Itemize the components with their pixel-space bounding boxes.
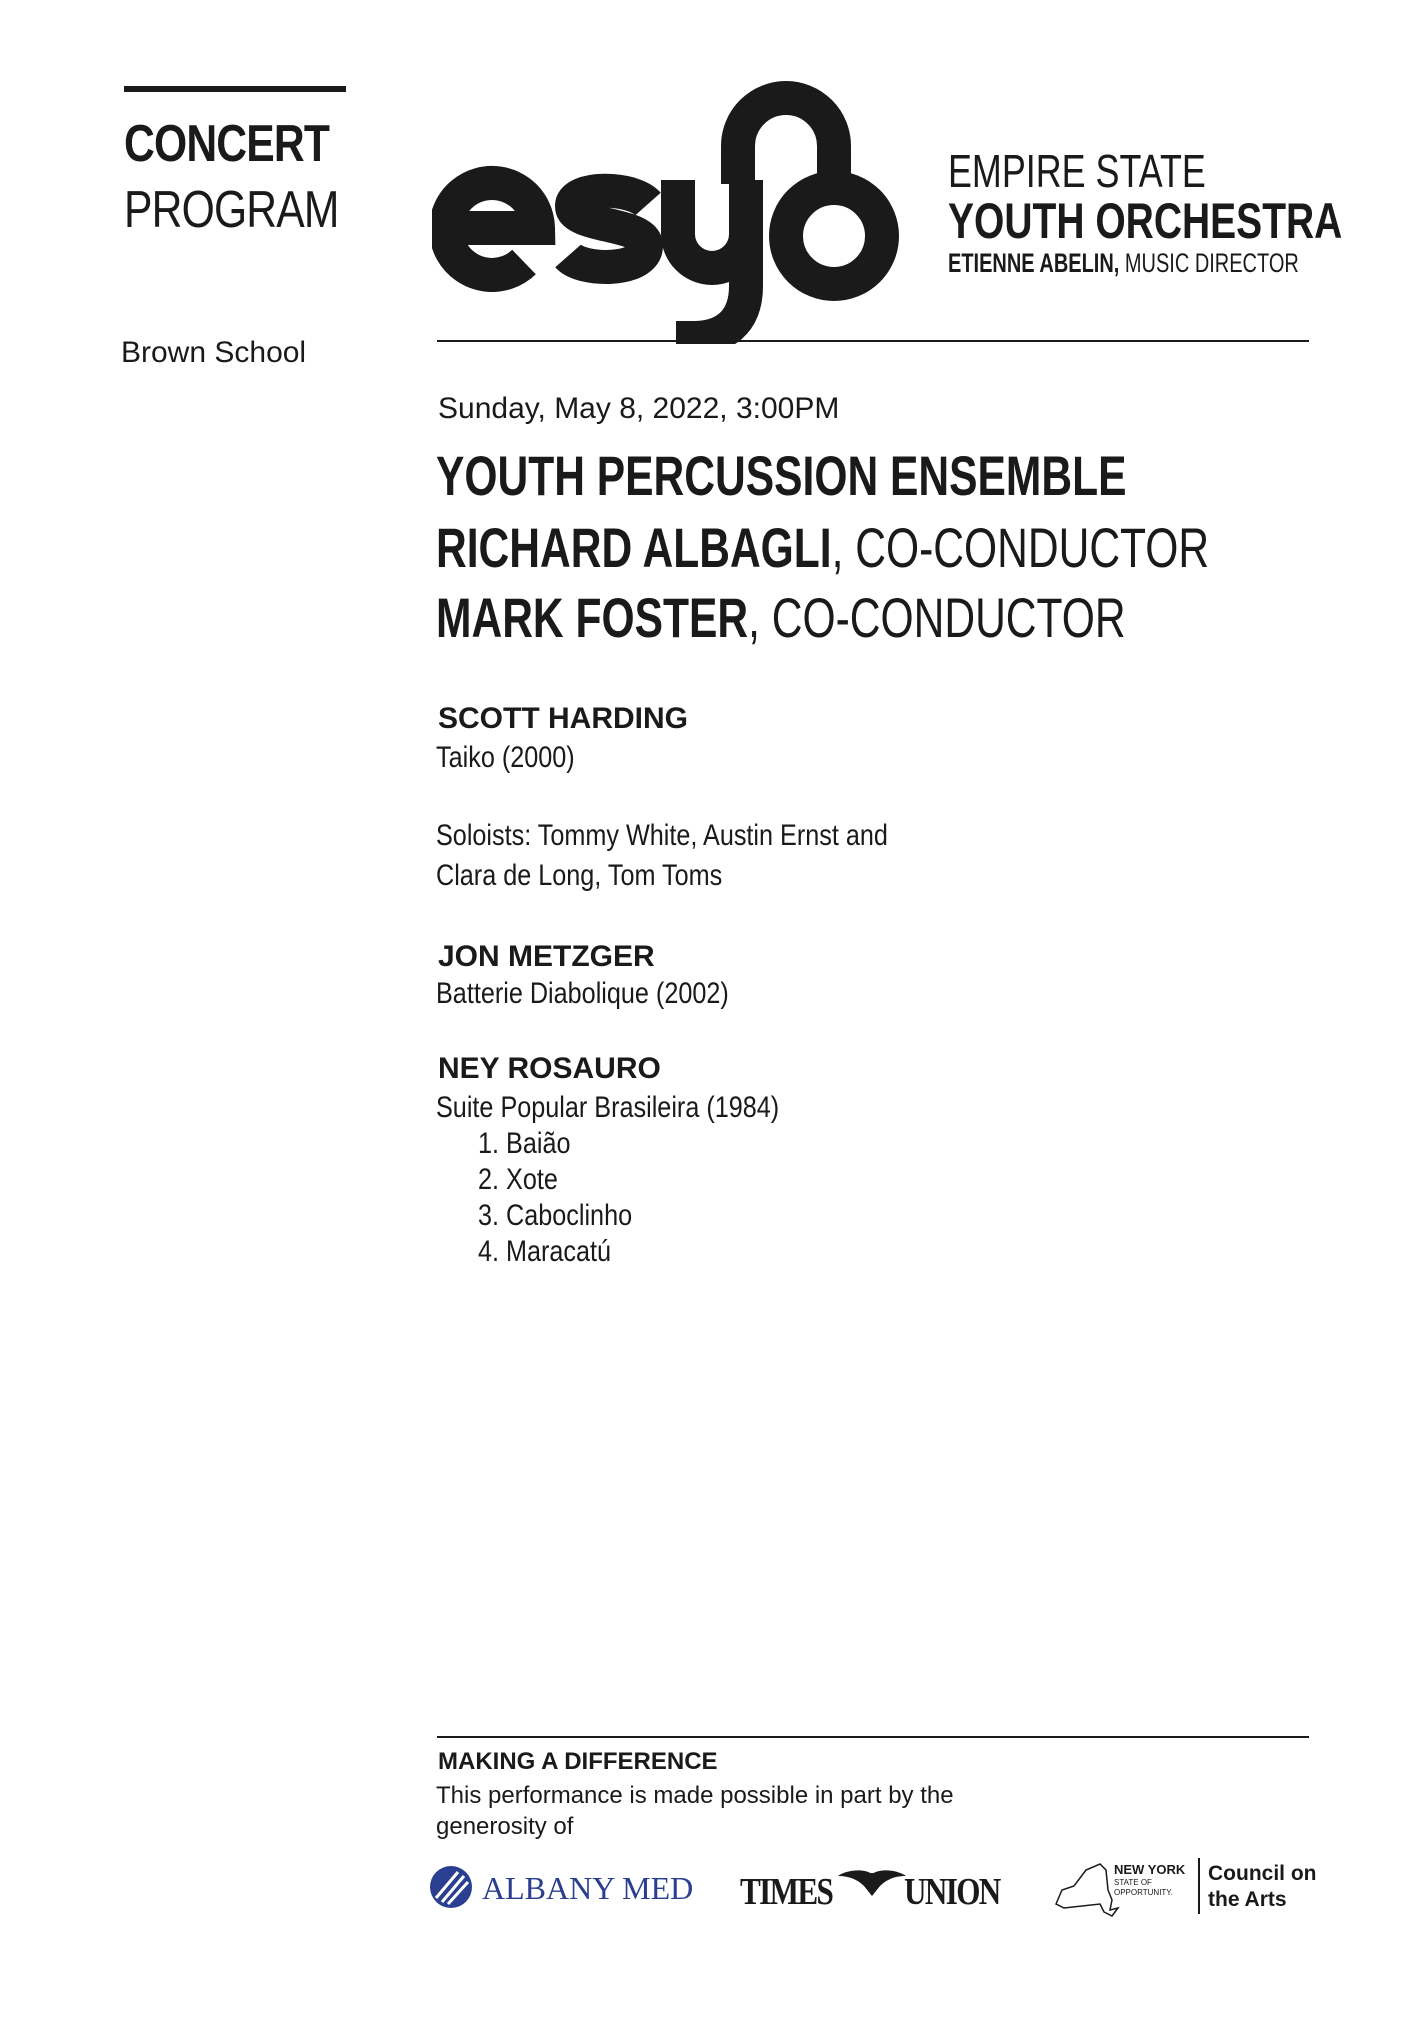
ensemble-title: YOUTH PERCUSSION ENSEMBLE bbox=[436, 444, 1127, 507]
conductor-1 bbox=[436, 516, 1210, 579]
conductor-1-role: , CO-CONDUCTOR bbox=[831, 516, 1210, 579]
nysca-divider bbox=[1198, 1858, 1200, 1914]
header-divider bbox=[437, 340, 1309, 342]
work-2: Batterie Diabolique (2002) bbox=[436, 977, 729, 1010]
concert-datetime: Sunday, May 8, 2022, 3:00PM bbox=[438, 392, 840, 425]
times-union-text-2: UNION bbox=[904, 1871, 1000, 1913]
movement-3: 3. Caboclinho bbox=[478, 1199, 633, 1232]
eagle-icon bbox=[836, 1866, 908, 1906]
concert-label: CONCERT bbox=[124, 115, 330, 173]
movement-2: 2. Xote bbox=[478, 1163, 558, 1196]
new-york-state-outline-icon bbox=[1052, 1860, 1120, 1918]
music-director bbox=[948, 250, 1299, 277]
albany-med-text: ALBANY MED bbox=[482, 1870, 694, 1906]
soloists-line2: Clara de Long, Tom Toms bbox=[436, 859, 723, 892]
conductor-2-name: MARK FOSTER bbox=[436, 586, 749, 649]
nys-line3: OPPORTUNITY. bbox=[1114, 1888, 1173, 1897]
footer-text: This performance is made possible in part by the generosity of bbox=[436, 1782, 954, 1841]
footer-divider bbox=[437, 1736, 1309, 1738]
director-title: MUSIC DIRECTOR bbox=[1119, 248, 1299, 278]
composer-2: JON METZGER bbox=[438, 940, 655, 973]
nysca-logo bbox=[1052, 1854, 1332, 1924]
conductor-2-role: , CO-CONDUCTOR bbox=[748, 586, 1126, 649]
header-rule bbox=[124, 86, 346, 92]
program-label: PROGRAM bbox=[124, 181, 339, 239]
nys-line1: NEW YORK bbox=[1114, 1862, 1186, 1877]
esyo-logo bbox=[432, 76, 902, 344]
footer-heading: MAKING A DIFFERENCE bbox=[438, 1748, 718, 1775]
movement-4: 4. Maracatú bbox=[478, 1235, 612, 1268]
council-line2: the Arts bbox=[1208, 1888, 1287, 1911]
work-1: Taiko (2000) bbox=[436, 741, 575, 774]
org-name-line2: YOUTH ORCHESTRA bbox=[948, 193, 1343, 249]
soloists-line1: Soloists: Tommy White, Austin Ernst and bbox=[436, 819, 888, 852]
composer-1: SCOTT HARDING bbox=[438, 702, 688, 735]
venue: Brown School bbox=[121, 336, 307, 369]
nys-line2: STATE OF bbox=[1114, 1878, 1152, 1887]
work-3: Suite Popular Brasileira (1984) bbox=[436, 1091, 780, 1124]
albany-med-icon bbox=[428, 1864, 474, 1910]
times-union-text-1: TIMES bbox=[740, 1871, 833, 1913]
director-name: ETIENNE ABELIN, bbox=[948, 248, 1120, 278]
conductor-1-name: RICHARD ALBAGLI bbox=[436, 516, 832, 579]
composer-3: NEY ROSAURO bbox=[438, 1052, 661, 1085]
conductor-2 bbox=[436, 586, 1126, 649]
council-line1: Council on bbox=[1208, 1862, 1317, 1885]
org-name-line1: EMPIRE STATE bbox=[948, 145, 1206, 197]
times-union-logo bbox=[740, 1866, 1010, 1912]
albany-med-logo bbox=[428, 1864, 708, 1910]
movement-1: 1. Baião bbox=[478, 1127, 571, 1160]
